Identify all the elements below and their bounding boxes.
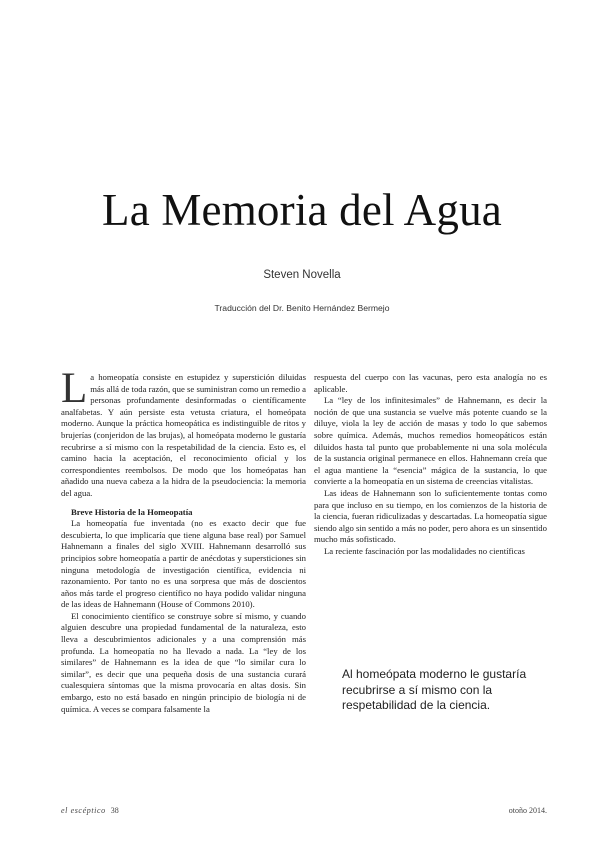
paragraph-intro-text: a homeopatía consiste en estupidez y superstición diluidas más allá de toda razón, que se suministran como un remedio a personas profundamente desinformadas o científicamente analfabetas. Y aún persiste esta vetusta criatura, el homeópata moderno. Aunque la práctica homeopática es indistinguible de ritos y brujerías (conjeridon de las brujas), al homeópata moderno le gustaría recubrirse a sí mismo con la respetabilidad de la ciencia. Esto es, el camino hacia la aceptación, el reconocimiento oficial y los correspondientes reembolsos. De modo que los homeópatas han añadido una nueva cabeza a la hidra de la pseudociencia: la memoria del agua. xyxy=(61,372,306,498)
magazine-name: el escéptico xyxy=(61,806,106,815)
article-title: La Memoria del Agua xyxy=(102,185,502,235)
paragraph: La reciente fascinación por las modalidades no científicas xyxy=(324,545,525,556)
page-number: 38 xyxy=(110,806,119,815)
paragraph-intro xyxy=(61,365,306,500)
paragraph: respuesta del cuerpo con las vacunas, pero esta analogía no es aplicable. xyxy=(314,372,547,394)
paragraph: La homeopatía fue inventada (no es exacto decir que fue descubierta, lo que implicaría que tiene alguna base real) por Samuel Hahnemann a finales del siglo XVIII. Hahnemann desarrolló sus principios sobre homeopatía a partir de anécdotas y supersticiones sin ninguna metodología de investigación científica, evidencia ni razonamiento. Por tanto no es una sorpresa que más de doscientos años más tarde el progreso científico no haya podido validar ninguna de las ideas de Hahnemann (House of Commons 2010). xyxy=(61,518,306,610)
section-heading: Breve Historia de la Homeopatía xyxy=(71,506,193,517)
footer-date: otoño 2014. xyxy=(508,806,547,815)
paragraph: El conocimiento científico se construye sobre sí mismo, y cuando alguien descubre una propiedad fundamental de la naturaleza, esto lleva a descubrimientos adicionales y a una comprensión más profunda. La homeopatía no ha llevado a nada. La “ley de los similares” de Hahnemann es la idea de que “lo similar cura lo similar”, es decir que una pequeña dosis de una sustancia curará cualesquiera síntomas que la misma provocaría en altas dosis. Sin embargo, esto no está basado en ningún principio de biología ni de química. A veces se compara falsamente la xyxy=(61,610,306,714)
paragraph: La “ley de los infinitesimales” de Hahnemann, es decir la noción de que una sustancia se vuelve más potente cuando se la diluye, viola la ley de acción de masas y todo lo que sabemos sobre química. Además, muchos remedios homeopáticos están diluidos hasta tal punto que probablemente ni una sola molécula de la sustancia original permanece en ellos. Hahnemann creía que el agua mantiene la “esencia” mágica de la sustancia, lo que convierte a la homeopatía en un sistema de creencias vitalistas. xyxy=(314,395,547,487)
paragraph: Las ideas de Hahnemann son lo suficientemente tontas como para que incluso en su tiempo, en los comienzos de la historia de la ciencia, fueran ridiculizadas y descartadas. La homeopatía sigue siendo algo sin sentido a más no poder, pero ahora es un sinsentido mucho más sofisticado. xyxy=(314,487,547,545)
pull-quote: Al homeópata moderno le gustaría recubrirse a sí mismo con la respetabilidad de la ciencia. xyxy=(342,667,527,712)
translator-credit: Traducción del Dr. Benito Hernández Bermejo xyxy=(214,303,390,313)
drop-cap: L xyxy=(61,365,88,412)
body-column-right xyxy=(314,372,547,558)
author-name: Steven Novella xyxy=(263,269,341,281)
body-column-left xyxy=(61,365,306,715)
footer-magazine xyxy=(61,806,119,815)
